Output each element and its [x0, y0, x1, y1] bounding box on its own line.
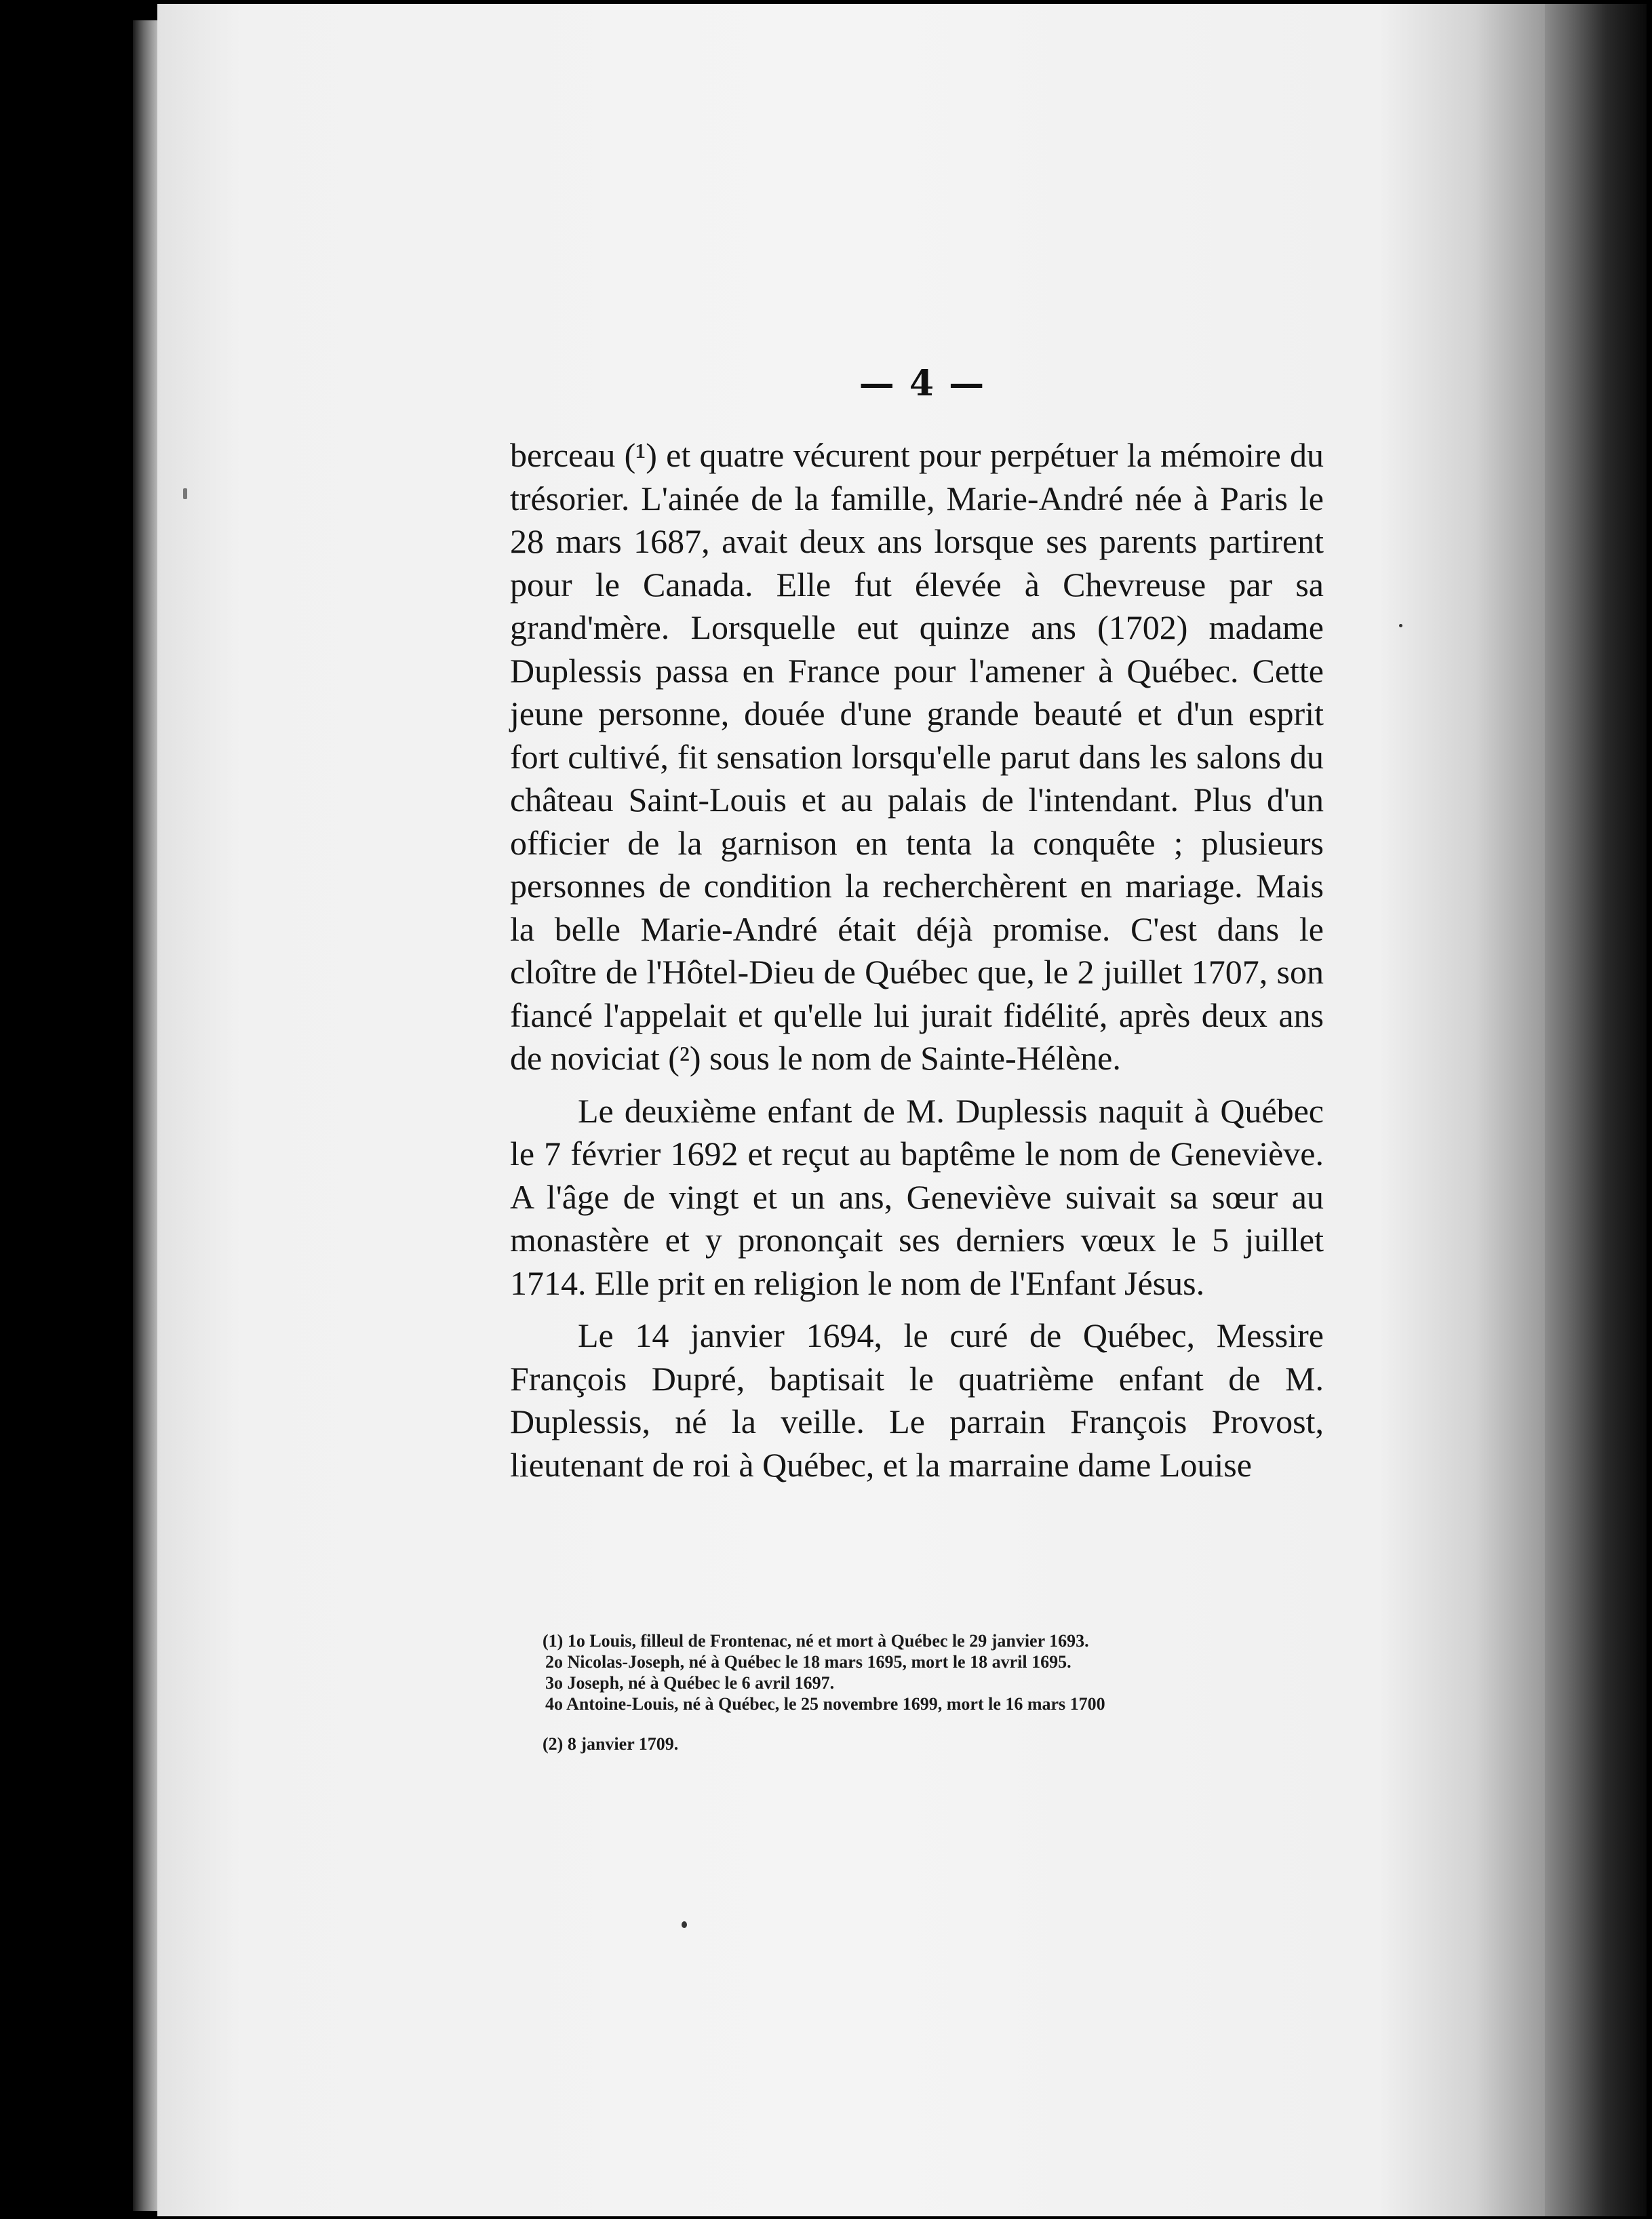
- paragraph-1: berceau (¹) et quatre vécurent pour perpétuer la mémoire du trésorier. L'ainée de la famille, Marie-André née à Paris le 28 mars 1687, avait deux ans lorsque ses parents partirent pour le Canada. Elle fut élevée à Chevreuse par sa grand'mère. Lorsquelle eut quinze ans (1702) madame Duplessis passa en France pour l'amener à Québec. Cette jeune personne, douée d'une grande beauté et d'un esprit fort cultivé, fit sensation lorsqu'elle parut dans les salons du château Saint-Louis et au palais de l'intendant. Plus d'un officier de la garnison en tenta la conquête ; plusieurs personnes de condition la recherchèrent en mariage. Mais la belle Marie-André était déjà promise. C'est dans le cloître de l'Hôtel-Dieu de Québec que, le 2 juillet 1707, son fiancé l'appelait et qu'elle lui jurait fidélité, après deux ans de noviciat (²) sous le nom de Sainte-Hélène.: [510, 436, 1324, 1077]
- paragraph-2: Le deuxième enfant de M. Duplessis naquit à Québec le 7 février 1692 et reçut au baptême le nom de Geneviève. A l'âge de vingt et un ans, Geneviève suivait sa sœur au monastère et y prononçait ses derniers vœux le 5 juillet 1714. Elle prit en religion le nom de l'Enfant Jésus.: [510, 1091, 1324, 1302]
- scan-speck: [1399, 624, 1402, 627]
- paragraph-3: Le 14 janvier 1694, le curé de Québec, Messire François Dupré, baptisait le quatrième enfant de M. Duplessis, né la veille. Le parrain François Provost, lieutenant de roi à Québec, et la marraine dame Louise: [510, 1316, 1324, 1484]
- footnote-1-line-4: 4o Antoine-Louis, né à Québec, le 25 novembre 1699, mort le 16 mars 1700: [545, 1694, 1105, 1714]
- scan-speck: [682, 1921, 687, 1928]
- body-text: [510, 434, 1324, 1487]
- scan-speck: [183, 488, 187, 499]
- footnote-1-line-2: 2o Nicolas-Joseph, né à Québec le 18 mars 1695, mort le 18 avril 1695.: [545, 1652, 1071, 1672]
- footnote-2: (2) 8 janvier 1709.: [543, 1734, 679, 1754]
- left-page-edge: [133, 20, 160, 2211]
- page-number: — 4 —: [859, 363, 986, 404]
- right-page-edge: [1545, 4, 1647, 2216]
- footnote-1-line-1: (1) 1o Louis, filleul de Frontenac, né et mort à Québec le 29 janvier 1693.: [543, 1631, 1089, 1651]
- footnotes: [543, 1630, 1322, 1754]
- footnote-1-line-3: 3o Joseph, né à Québec le 6 avril 1697.: [545, 1673, 835, 1693]
